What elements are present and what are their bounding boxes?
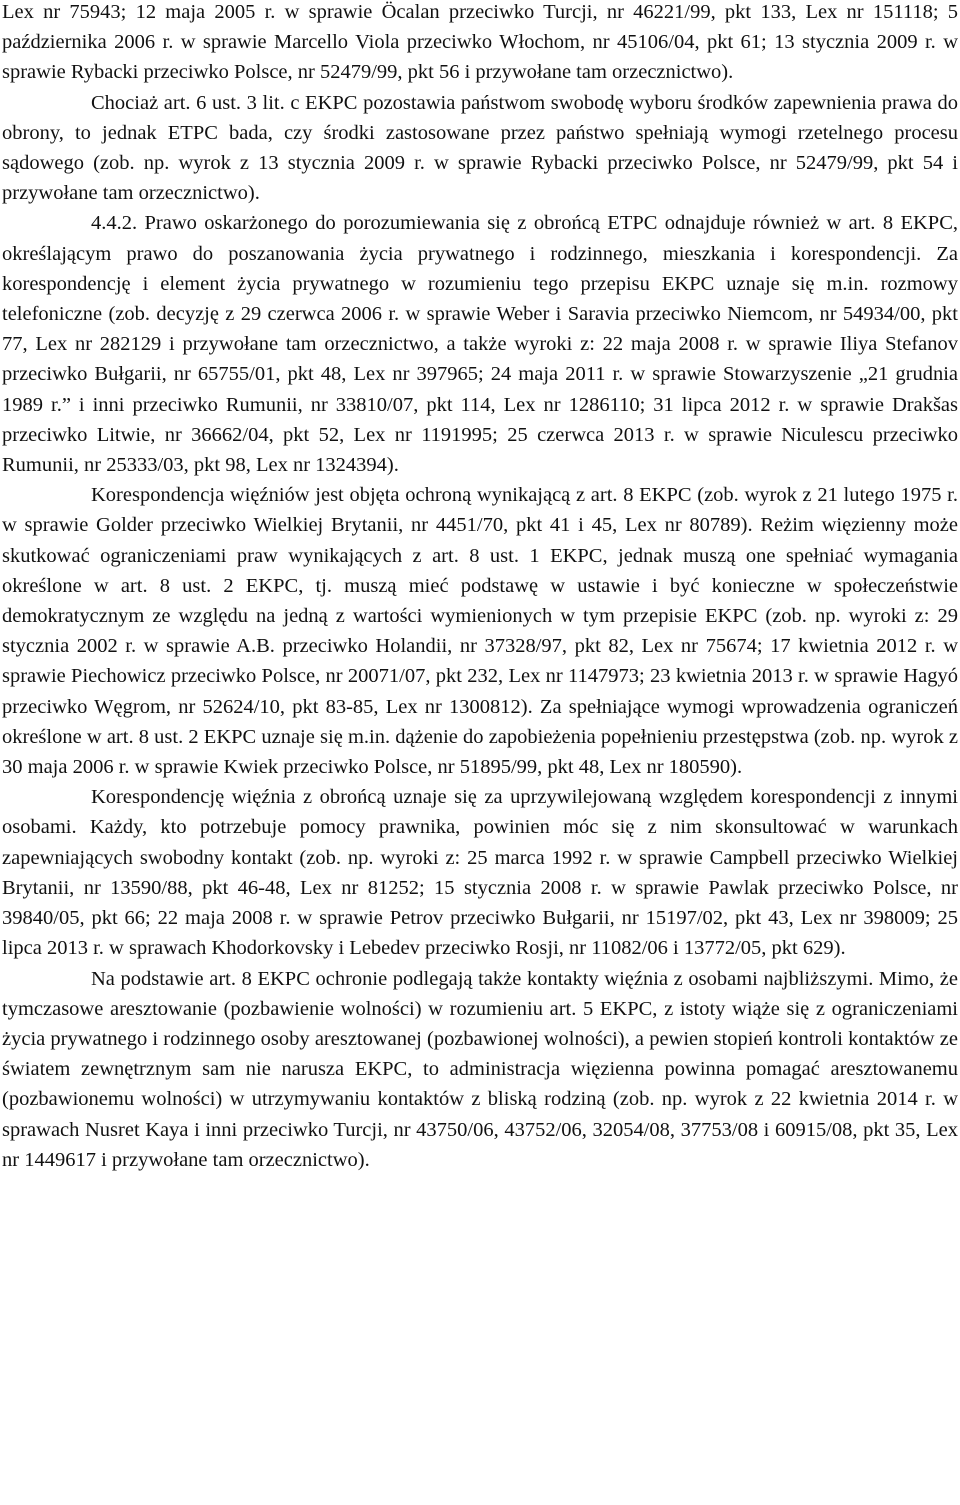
paragraph-prisoner-correspondence: Korespondencja więźniów jest objęta ochroną wynikającą z art. 8 EKPC (zob. wyrok z 21 lutego 1975 r. w sprawie Golder przeciwko Wielkiej Brytanii, nr 4451/70, pkt 41 i 45, Lex nr 80789). Reżim więzienny może skutkować ograniczeniami praw wynikających z art. 8 ust. 1 EKPC, jednak muszą one spełniać wymagania określone w art. 8 ust. 2 EKPC, tj. muszą mieć podstawę w ustawie i być konieczne w społeczeństwie demokratycznym ze względu na jedną z wartości wymienionych w tym przepisie EKPC (zob. np. wyroki z: 29 stycznia 2002 r. w sprawie A.B. przeciwko Holandii, nr 37328/97, pkt 82, Lex nr 75674; 17 kwietnia 2012 r. w sprawie Piechowicz przeciwko Polsce, nr 20071/07, pkt 232, Lex nr 1147973; 23 kwietnia 2013 r. w sprawie Hagyó przeciwko Węgrom, nr 52624/10, pkt 83-85, Lex nr 1300812). Za spełniające wymogi wprowadzenia ograniczeń określone w art. 8 ust. 2 EKPC uznaje się m.in. dążenie do zapobieżenia popełnieniu przestępstwa (zob. np. wyrok z 30 maja 2006 r. w sprawie Kwiek przeciwko Polsce, nr 51895/99, pkt 48, Lex nr 180590).	[2, 484, 958, 779]
paragraph-privileged-correspondence: Korespondencję więźnia z obrońcą uznaje się za uprzywilejowaną względem korespondencji z innymi osobami. Każdy, kto potrzebuje pomocy prawnika, powinien móc się z nim skonsultować w warunkach zapewniających swobodny kontakt (zob. np. wyroki z: 25 marca 1992 r. w sprawie Campbell przeciwko Wielkiej Brytanii, nr 13590/88, pkt 46-48, Lex nr 81252; 15 stycznia 2008 r. w sprawie Pawlak przeciwko Polsce, nr 39840/05, pkt 66; 22 maja 2008 r. w sprawie Petrov przeciwko Bułgarii, nr 15197/02, pkt 43, Lex nr 398009; 25 lipca 2013 r. w sprawach Khodorkovsky i Lebedev przeciwko Rosji, nr 11082/06 i 13772/05, pkt 629).	[2, 786, 958, 960]
paragraph-4-4-2: 4.4.2. Prawo oskarżonego do porozumiewania się z obrońcą ETPC odnajduje również w art. 8 EKPC, określającym prawo do poszanowania życia prywatnego i rodzinnego, mieszkania i korespondencji. Za korespondencję i element życia prywatnego w rozumieniu tego przepisu EKPC uznaje się m.in. rozmowy telefoniczne (zob. decyzję z 29 czerwca 2006 r. w sprawie Weber i Saravia przeciwko Niemcom, nr 54934/00, pkt 77, Lex nr 282129 i przywołane tam orzecznictwo, a także wyroki z: 22 maja 2008 r. w sprawie Iliya Stefanov przeciwko Bułgarii, nr 65755/01, pkt 48, Lex nr 397965; 24 maja 2011 r. w sprawie Stowarzyszenie „21 grudnia 1989 r.” i inni przeciwko Rumunii, nr 33810/07, pkt 114, Lex nr 1286110; 31 lipca 2012 r. w sprawie Drakšas przeciwko Litwie, nr 36662/04, pkt 52, Lex nr 1191995; 25 czerwca 2013 r. w sprawie Niculescu przeciwko Rumunii, nr 25333/03, pkt 98, Lex nr 1324394).	[2, 212, 958, 477]
paragraph-family-contacts: Na podstawie art. 8 EKPC ochronie podlegają także kontakty więźnia z osobami najbliższymi. Mimo, że tymczasowe aresztowanie (pozbawienie wolności) w rozumieniu art. 5 EKPC, z istoty wiąże się z ograniczeniami życia prywatnego i rodzinnego osoby aresztowanej (pozbawionej wolności), a pewien stopień kontroli kontaktów ze światem zewnętrznym sam nie narusza EKPC, to administracja więzienna powinna pomagać aresztowanemu (pozbawionemu wolności) w utrzymywaniu kontaktów z bliską rodziną (zob. np. wyrok z 22 kwietnia 2014 r. w sprawach Nusret Kaya i inni przeciwko Turcji, nr 43750/06, 43752/06, 32054/08, 37753/08 i 60915/08, pkt 35, Lex nr 1449617 i przywołane tam orzecznictwo).	[2, 967, 958, 1171]
paragraph-continuation: Lex nr 75943; 12 maja 2005 r. w sprawie Öcalan przeciwko Turcji, nr 46221/99, pkt 133, Lex nr 151118; 5 października 2006 r. w sprawie Marcello Viola przeciwko Włochom, nr 45106/04, pkt 61; 13 stycznia 2009 r. w sprawie Rybacki przeciwko Polsce, nr 52479/99, pkt 56 i przywołane tam orzecznictwo).	[2, 1, 958, 84]
paragraph-right-to-defence: Chociaż art. 6 ust. 3 lit. c EKPC pozostawia państwom swobodę wyboru środków zapewnienia prawa do obrony, to jednak ETPC bada, czy środki zastosowane przez państwo spełniają wymogi rzetelnego procesu sądowego (zob. np. wyrok z 13 stycznia 2009 r. w sprawie Rybacki przeciwko Polsce, nr 52479/99, pkt 54 i przywołane tam orzecznictwo).	[2, 91, 958, 205]
